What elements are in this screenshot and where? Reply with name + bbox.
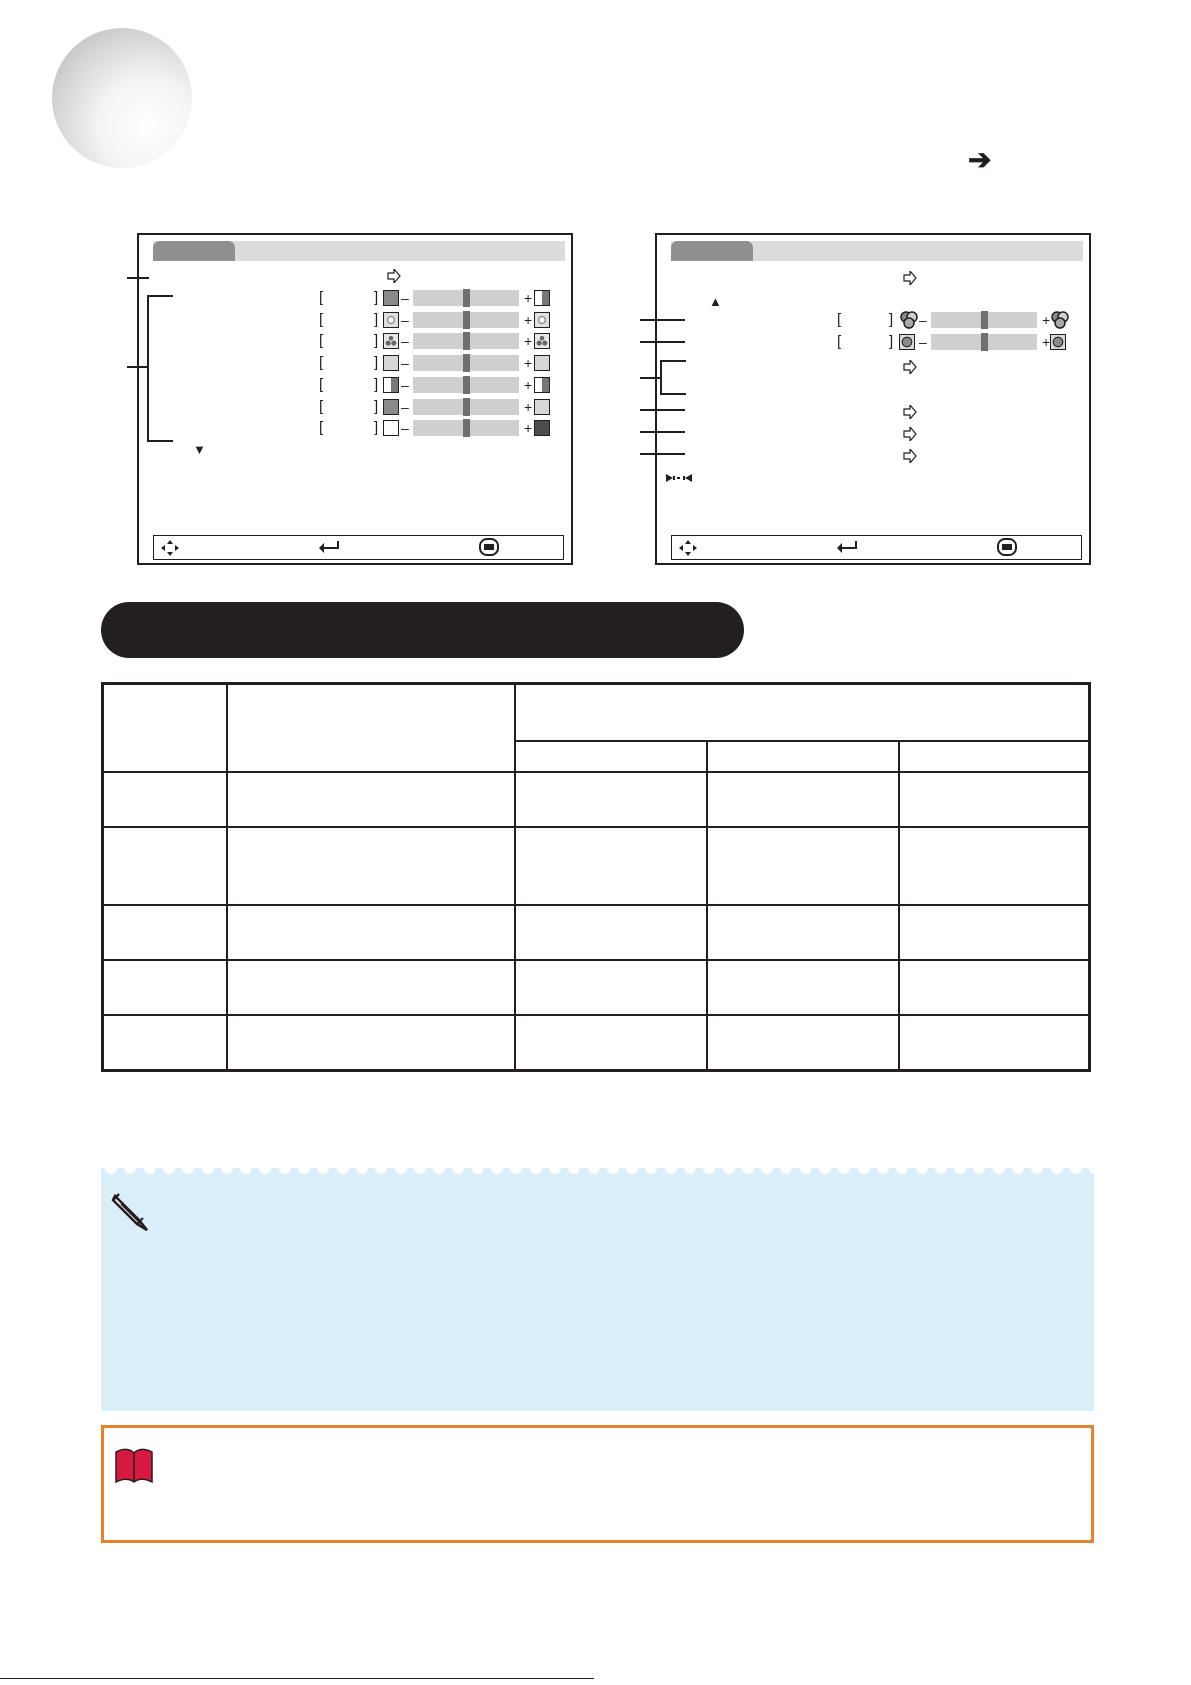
adjust-slider[interactable]	[413, 290, 519, 306]
slider-knob[interactable]	[463, 354, 470, 372]
minus-sign: –	[401, 333, 409, 350]
slider-max-icon	[1050, 334, 1066, 350]
bracket-close: ]	[374, 375, 379, 393]
adjust-slider[interactable]	[413, 420, 519, 436]
adjust-slider[interactable]	[931, 334, 1037, 350]
note-scallop	[607, 1162, 619, 1174]
bracket-open: [	[319, 397, 324, 415]
note-scallop	[182, 1162, 194, 1174]
osd-menu-picture	[137, 233, 573, 565]
note-scallop	[375, 1162, 387, 1174]
slider-max-icon	[534, 312, 550, 328]
callout-line	[640, 319, 685, 321]
slider-max-icon	[534, 420, 550, 436]
note-scallop	[433, 1162, 445, 1174]
slider-max-icon	[534, 355, 550, 371]
bracket-close: ]	[889, 311, 894, 328]
note-scallop	[838, 1162, 850, 1174]
menu-button-icon	[997, 538, 1017, 556]
callout-bracket-top	[147, 295, 173, 297]
callout-line	[640, 341, 685, 343]
note-scallop	[202, 1162, 214, 1174]
plus-sign: +	[524, 333, 533, 350]
callout-bracket	[660, 360, 662, 393]
note-scallop	[568, 1162, 580, 1174]
note-scallop	[240, 1162, 252, 1174]
settings-table	[101, 682, 1091, 1072]
slider-min-icon	[383, 399, 399, 415]
pencil-note-icon	[109, 1190, 157, 1234]
submenu-arrow-icon[interactable]	[903, 427, 917, 441]
note-scallop	[1051, 1162, 1063, 1174]
callout-bracket	[147, 295, 149, 440]
right-arrow-icon: ➔	[968, 144, 992, 175]
slider-knob[interactable]	[463, 289, 470, 307]
table-divider	[226, 685, 228, 1069]
note-scallop	[723, 1162, 735, 1174]
bracket-open: [	[319, 419, 324, 437]
osd-slider-row[interactable]	[139, 333, 571, 351]
plus-sign: +	[1042, 334, 1051, 350]
callout-line	[640, 431, 685, 433]
osd-slider-row[interactable]	[139, 399, 571, 417]
submenu-arrow-icon[interactable]	[903, 405, 917, 419]
note-scallop	[298, 1162, 310, 1174]
plus-sign: +	[524, 290, 533, 306]
scroll-up-icon[interactable]: ▲	[709, 294, 722, 309]
note-scallop	[819, 1162, 831, 1174]
plus-sign: +	[524, 355, 533, 372]
note-scallop	[665, 1162, 677, 1174]
bracket-close: ]	[374, 354, 379, 372]
osd-slider-row[interactable]	[657, 334, 1089, 352]
osd-guide-bar	[671, 535, 1082, 560]
note-scallop	[858, 1162, 870, 1174]
scroll-down-icon[interactable]: ▼	[193, 442, 206, 457]
note-scallop	[588, 1162, 600, 1174]
note-scallop	[163, 1162, 175, 1174]
slider-min-icon	[899, 310, 919, 330]
note-scallop	[105, 1162, 117, 1174]
note-scallop	[395, 1162, 407, 1174]
bracket-close: ]	[889, 333, 894, 350]
note-scallop	[896, 1162, 908, 1174]
callout-line	[127, 366, 149, 368]
callout-line	[127, 277, 149, 279]
bracket-open: [	[837, 333, 842, 350]
note-scallop	[221, 1162, 233, 1174]
note-scallop	[549, 1162, 561, 1174]
slider-knob[interactable]	[981, 311, 988, 329]
note-scallop	[337, 1162, 349, 1174]
note-scallop	[279, 1162, 291, 1174]
callout-line	[640, 377, 662, 379]
enter-icon	[836, 540, 858, 554]
adjust-slider[interactable]	[413, 399, 519, 415]
reset-icon[interactable]	[665, 471, 693, 485]
note-scallop	[780, 1162, 792, 1174]
bracket-close: ]	[374, 397, 379, 415]
submenu-arrow-icon[interactable]	[387, 269, 401, 283]
slider-min-icon	[899, 334, 915, 350]
slider-max-icon	[534, 290, 550, 306]
callout-bracket-top	[660, 360, 686, 362]
plus-sign: +	[524, 420, 533, 437]
callout-bracket-bottom	[147, 440, 173, 442]
note-scallop	[973, 1162, 985, 1174]
note-scallop	[645, 1162, 657, 1174]
osd-slider-row[interactable]	[139, 290, 571, 308]
slider-min-icon	[383, 290, 399, 306]
osd-slider-row[interactable]	[139, 355, 571, 373]
note-scallop	[935, 1162, 947, 1174]
table-row-divider	[104, 1014, 1088, 1016]
minus-sign: –	[401, 376, 409, 393]
note-scallop	[510, 1162, 522, 1174]
note-scallop	[1012, 1162, 1024, 1174]
select-arrows-icon	[678, 539, 698, 557]
note-scallop	[993, 1162, 1005, 1174]
bracket-open: [	[319, 310, 324, 328]
minus-sign: –	[401, 290, 409, 306]
submenu-arrow-icon[interactable]	[903, 449, 917, 463]
callout-line	[640, 409, 685, 411]
slider-min-icon	[383, 420, 399, 436]
table-divider	[514, 685, 516, 1069]
note-scallop	[916, 1162, 928, 1174]
note-scallop	[356, 1162, 368, 1174]
note-scallop	[954, 1162, 966, 1174]
note-scallop	[317, 1162, 329, 1174]
osd-slider-row[interactable]	[139, 377, 571, 395]
note-scallop	[626, 1162, 638, 1174]
osd-menu-picture-page2	[655, 233, 1091, 565]
slider-knob[interactable]	[981, 333, 988, 351]
table-row-divider	[104, 826, 1088, 828]
minus-sign: –	[919, 312, 927, 328]
reference-box	[101, 1425, 1094, 1543]
section-title-pill	[101, 602, 744, 658]
bracket-open: [	[319, 375, 324, 393]
plus-sign: +	[524, 398, 533, 415]
bracket-open: [	[837, 311, 842, 328]
osd-slider-row[interactable]	[139, 312, 571, 330]
adjust-slider[interactable]	[413, 312, 519, 328]
adjust-slider[interactable]	[413, 355, 519, 371]
submenu-arrow-icon[interactable]	[903, 360, 917, 374]
note-scallop	[1089, 1162, 1101, 1174]
note-scallop	[1031, 1162, 1043, 1174]
note-scallop	[800, 1162, 812, 1174]
osd-tab-active[interactable]	[671, 241, 753, 261]
slider-max-icon	[534, 399, 550, 415]
menu-button-icon	[479, 538, 499, 556]
note-scallop	[472, 1162, 484, 1174]
slider-min-icon	[383, 355, 399, 371]
slider-max-icon	[534, 333, 550, 349]
note-scallop	[877, 1162, 889, 1174]
book-reference-icon	[114, 1446, 154, 1484]
bracket-open: [	[319, 289, 324, 306]
osd-slider-row[interactable]	[139, 420, 571, 438]
table-row-divider	[104, 959, 1088, 961]
bracket-open: [	[319, 332, 324, 350]
slider-knob[interactable]	[463, 376, 470, 394]
slider-knob[interactable]	[463, 398, 470, 416]
plus-sign: +	[524, 376, 533, 393]
osd-guide-bar	[153, 535, 564, 560]
note-box	[101, 1168, 1094, 1411]
osd-tab-strip	[153, 241, 565, 261]
note-scallop	[124, 1162, 136, 1174]
note-scallop	[761, 1162, 773, 1174]
bracket-close: ]	[374, 419, 379, 437]
slider-min-icon	[383, 377, 399, 393]
slider-knob[interactable]	[463, 419, 470, 437]
note-scallop	[703, 1162, 715, 1174]
slider-max-icon	[1050, 310, 1070, 330]
note-scallop	[530, 1162, 542, 1174]
minus-sign: –	[401, 398, 409, 415]
adjust-slider[interactable]	[931, 312, 1037, 328]
table-divider	[514, 740, 1088, 742]
minus-sign: –	[401, 311, 409, 328]
minus-sign: –	[401, 355, 409, 372]
footer-rule	[0, 1678, 594, 1679]
osd-slider-row[interactable]	[657, 312, 1089, 330]
slider-knob[interactable]	[463, 311, 470, 329]
note-scallop	[414, 1162, 426, 1174]
note-scallop	[144, 1162, 156, 1174]
callout-bracket-bottom	[660, 393, 686, 395]
slider-min-icon	[383, 333, 399, 349]
slider-max-icon	[534, 377, 550, 393]
plus-sign: +	[1042, 312, 1051, 328]
slider-knob[interactable]	[463, 332, 470, 350]
table-row-divider	[104, 904, 1088, 906]
note-scallop	[491, 1162, 503, 1174]
enter-icon	[318, 540, 340, 554]
bracket-close: ]	[374, 310, 379, 328]
bracket-open: [	[319, 354, 324, 372]
note-scallop	[1070, 1162, 1082, 1174]
note-scallop	[742, 1162, 754, 1174]
bracket-close: ]	[374, 289, 379, 306]
adjust-slider[interactable]	[413, 333, 519, 349]
slider-min-icon	[383, 312, 399, 328]
minus-sign: –	[919, 334, 927, 350]
osd-tab-strip	[671, 241, 1083, 261]
adjust-slider[interactable]	[413, 377, 519, 393]
callout-line	[640, 453, 685, 455]
plus-sign: +	[524, 311, 533, 328]
note-scallop	[684, 1162, 696, 1174]
corner-decoration	[52, 28, 192, 168]
submenu-arrow-icon[interactable]	[903, 271, 917, 285]
table-row-divider	[104, 771, 1088, 773]
bracket-close: ]	[374, 332, 379, 350]
minus-sign: –	[401, 420, 409, 437]
note-scallop	[452, 1162, 464, 1174]
note-scallop	[259, 1162, 271, 1174]
osd-tab-active[interactable]	[153, 241, 235, 261]
select-arrows-icon	[160, 539, 180, 557]
